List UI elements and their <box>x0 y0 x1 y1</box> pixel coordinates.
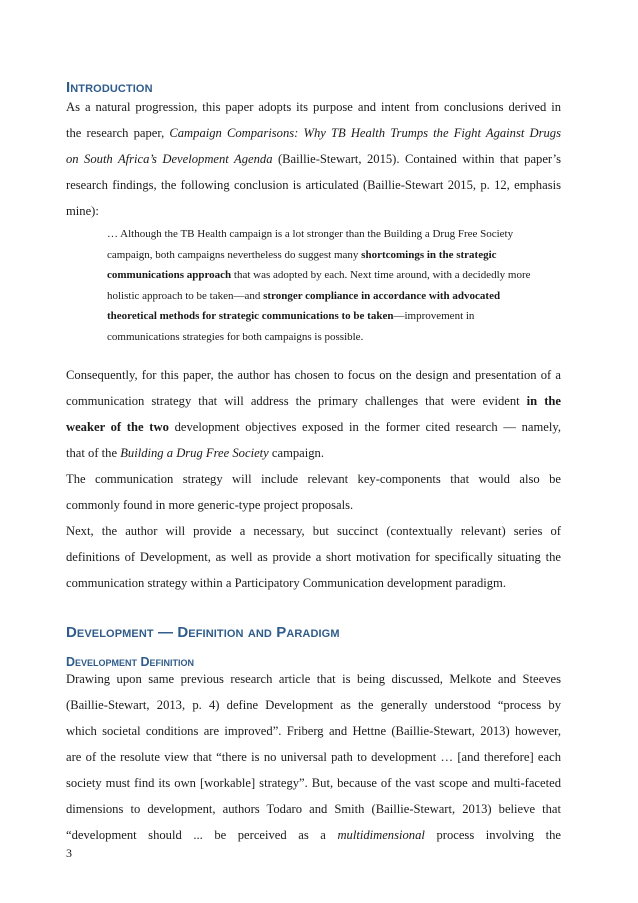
emphasis: weaker of the two <box>66 420 169 434</box>
text-line: commonly found in more generic-type project proposals. <box>66 498 354 512</box>
italic-term: multidimensional <box>337 828 425 842</box>
text-line: communication strategy that will address the primary challenges that were evident in the <box>66 394 561 408</box>
text-line: mine): <box>66 204 99 218</box>
development-heading: Development — Definition and Paradigm <box>66 624 340 641</box>
quote-line: communications strategies for both campaigns is possible. <box>107 330 364 343</box>
text-line: definitions of Development, as well as provide a short motivation for specifically situating the <box>66 550 561 564</box>
text-line: research findings, the following conclusion is articulated (Baillie-Stewart 2015, p. 12, emphasis <box>66 178 561 192</box>
page-number: 3 <box>66 846 72 860</box>
cited-title: Campaign Comparisons: Why TB Health Trumps the Fight Against Drugs <box>169 126 561 140</box>
quote-line: communications approach that was adopted by each. Next time around, with a decidedly more <box>107 269 531 281</box>
cited-title: Building a Drug Free Society <box>120 446 269 460</box>
text-line: are of the resolute view that “there is no universal path to development … [and therefore] each <box>66 750 561 764</box>
text-line: “development should ... be perceived as a multidimensional process involving the <box>66 828 561 842</box>
intro-paragraph-1 <box>66 99 561 229</box>
text-line: which societal conditions are improved”. Friberg and Hettne (Baillie-Stewart, 2013) however, <box>66 724 561 738</box>
block-quote <box>107 227 561 350</box>
emphasis: shortcomings in the strategic <box>361 248 497 261</box>
text-line: that of the Building a Drug Free Society campaign. <box>66 446 325 460</box>
text-line: The communication strategy will include relevant key-components that would also be <box>66 472 561 486</box>
quote-line: theoretical methods for strategic communications to be taken—improvement in <box>107 310 475 322</box>
emphasis: stronger compliance in accordance with advocated <box>263 289 501 302</box>
quote-line: holistic approach to be taken—and stronger compliance in accordance with advocated <box>107 289 501 302</box>
text-line: society must find its own [workable] strategy”. But, because of the vast scope and multi-faceted <box>66 776 561 790</box>
text-line: the research paper, Campaign Comparisons: Why TB Health Trumps the Fight Against Drugs <box>66 126 561 140</box>
text-line: on South Africa’s Development Agenda (Baillie-Stewart, 2015). Contained within that paper’s <box>66 152 561 166</box>
intro-paragraph-4 <box>66 523 561 601</box>
introduction-heading: Introduction <box>66 79 153 96</box>
text-line: Next, the author will provide a necessary, but succinct (contextually relevant) series of <box>66 524 561 538</box>
emphasis: in the <box>526 394 561 408</box>
text-line: (Baillie-Stewart, 2013, p. 4) define Development as the generally understood “process by <box>66 698 561 712</box>
text-line: weaker of the two development objectives exposed in the former cited research — namely, <box>66 420 561 434</box>
emphasis: theoretical methods for strategic communications to be taken <box>107 310 394 322</box>
intro-paragraph-2 <box>66 367 561 471</box>
text-line: communication strategy within a Participatory Communication development paradigm. <box>66 576 506 590</box>
cited-title: on South Africa’s Development Agenda <box>66 152 273 166</box>
development-paragraph-1 <box>66 671 561 853</box>
development-definition-subheading: Development Definition <box>66 655 195 669</box>
emphasis: communications approach <box>107 269 232 281</box>
text-line: Drawing upon same previous research article that is being discussed, Melkote and Steeves <box>66 672 561 686</box>
quote-line: … Although the TB Health campaign is a lot stronger than the Building a Drug Free Society <box>107 228 514 240</box>
text-line: Consequently, for this paper, the author has chosen to focus on the design and presentation of a <box>66 368 561 382</box>
text-line: dimensions to development, authors Todaro and Smith (Baillie-Stewart, 2013) believe that <box>66 802 561 816</box>
text-line: As a natural progression, this paper adopts its purpose and intent from conclusions derived in <box>66 100 561 114</box>
intro-paragraph-3 <box>66 471 561 523</box>
quote-line: campaign, both campaigns nevertheless do suggest many shortcomings in the strategic <box>107 248 497 261</box>
